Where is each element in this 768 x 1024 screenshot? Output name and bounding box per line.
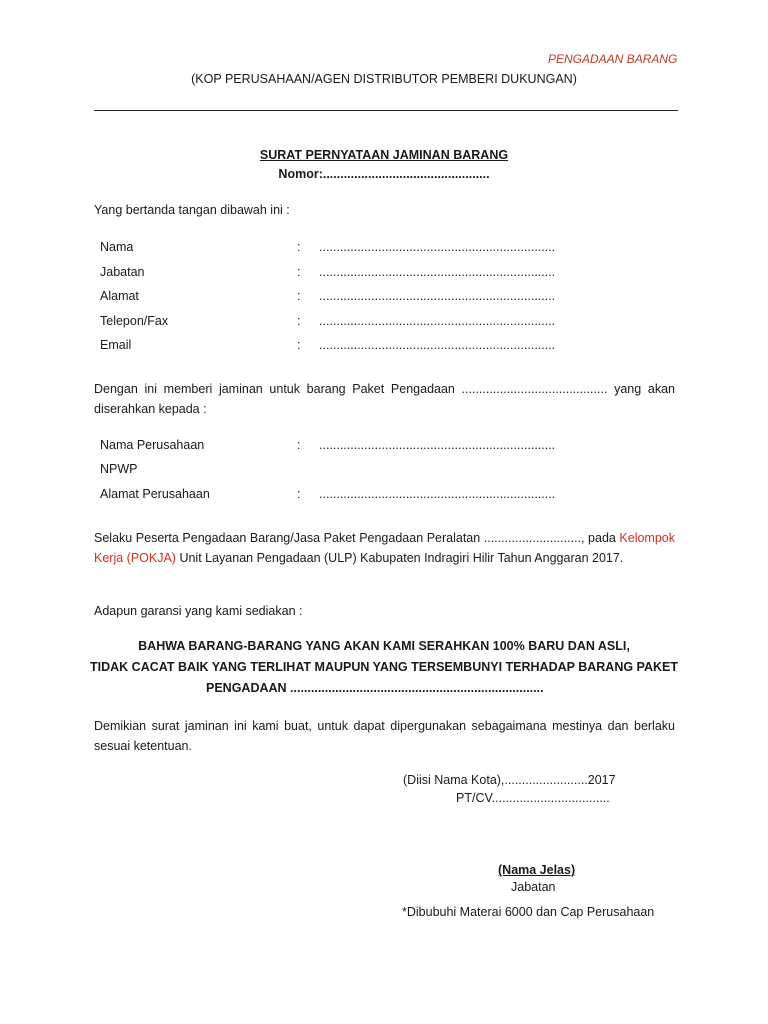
signer-name: (Nama Jelas) [498,863,576,877]
field-label-nama-perusahaan: Nama Perusahaan [100,438,205,452]
field-blank-email: .................................................................... [319,338,556,352]
document-title: SURAT PERNYATAAN JAMINAN BARANG [259,148,509,162]
place-date: (Diisi Nama Kota),........................2017 [403,773,616,787]
warranty-line-3: PENGADAAN ......................................................................... [206,681,544,695]
header-divider [94,110,678,111]
field-label-alamat: Alamat [100,289,139,303]
stamp-note: *Dibubuhi Materai 6000 dan Cap Perusahaan [402,905,655,919]
company-signature-line: PT/CV.................................. [456,791,610,805]
warranty-intro: Adapun garansi yang kami sediakan : [94,604,303,618]
field-colon: : [297,265,301,279]
field-colon: : [297,240,301,254]
field-blank-telepon: .................................................................... [319,314,556,328]
field-colon: : [297,314,301,328]
warranty-line-2: TIDAK CACAT BAIK YANG TERLIHAT MAUPUN YANG TERSEMBUNYI TERHADAP BARANG PAKET [90,660,678,674]
field-label-npwp: NPWP [100,462,138,476]
field-colon: : [297,338,301,352]
pokja-highlight: Kelompok Kerja (POKJA) [94,531,675,565]
field-colon: : [297,289,301,303]
document-number: Nomor:................................................ [278,167,490,181]
participant-text-1: Selaku Peserta Pengadaan Barang/Jasa Paket Pengadaan Peralatan ............................, pada [94,531,620,545]
field-blank-nama-perusahaan: .................................................................... [319,438,556,452]
signer-position: Jabatan [511,880,556,894]
field-label-jabatan: Jabatan [100,265,145,279]
field-blank-jabatan: .................................................................... [319,265,556,279]
guarantee-paragraph: Dengan ini memberi jaminan untuk barang Paket Pengadaan .......................................... yang akan diserahkan kepada : [94,382,675,416]
closing-paragraph: Demikian surat jaminan ini kami buat, untuk dapat dipergunakan sebagaimana mestinya dan berlaku sesuai ketentuan. [94,719,675,753]
field-blank-alamat-perusahaan: .................................................................... [319,487,556,501]
field-blank-alamat: .................................................................... [319,289,556,303]
participant-paragraph [94,528,675,568]
field-label-email: Email [100,338,132,352]
field-label-nama: Nama [100,240,134,254]
field-label-alamat-perusahaan: Alamat Perusahaan [100,487,210,501]
field-label-telepon: Telepon/Fax [100,314,169,328]
intro-text: Yang bertanda tangan dibawah ini : [94,203,290,217]
participant-text-2: Unit Layanan Pengadaan (ULP) Kabupaten Indragiri Hilir Tahun Anggaran 2017. [175,551,624,565]
field-colon: : [297,487,301,501]
warranty-line-1: BAHWA BARANG-BARANG YANG AKAN KAMI SERAHKAN 100% BARU DAN ASLI, [138,639,630,653]
field-colon: : [297,438,301,452]
category-tag: PENGADAAN BARANG [548,52,678,66]
field-blank-nama: .................................................................... [319,240,556,254]
letterhead-placeholder: (KOP PERUSAHAAN/AGEN DISTRIBUTOR PEMBERI DUKUNGAN) [191,72,577,86]
